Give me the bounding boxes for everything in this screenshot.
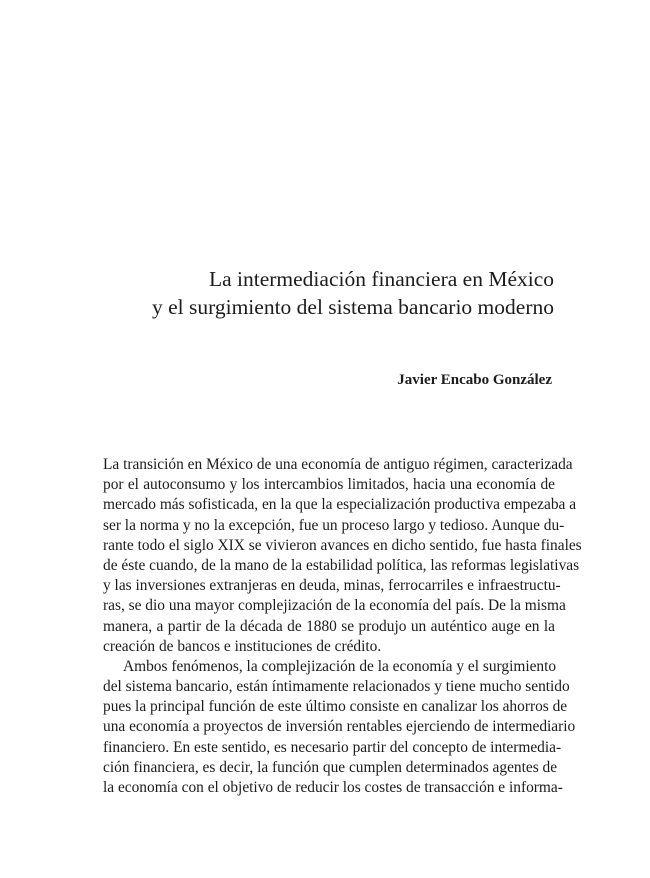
text-line: ser la norma y no la excepción, fue un proceso largo y tedioso. Aunque du- — [103, 516, 565, 534]
text-line: Ambos fenómenos, la complejización de la economía y el surgimiento — [123, 657, 557, 675]
text-line: La transición en México de una economía de antiguo régimen, caracterizada — [103, 456, 573, 473]
chapter-title-line-2: y el surgimiento del sistema bancario moderno — [151, 295, 554, 319]
author-name: Javier Encabo González — [397, 372, 552, 388]
paragraph-1 — [103, 455, 582, 657]
text-line: pues la principal función de este último consiste en canalizar los ahorros de — [103, 698, 568, 716]
text-line: financiero. En este sentido, es necesario partir del concepto de intermedia- — [103, 738, 562, 756]
text-line: rante todo el siglo XIX se vivieron avances en dicho sentido, fue hasta finales — [103, 536, 582, 554]
text-line: y las inversiones extranjeras en deuda, minas, ferrocarriles e infraestructu- — [103, 577, 561, 595]
chapter-title-line-1: La intermediación financiera en México — [208, 267, 554, 291]
text-line: la economía con el objetivo de reducir los costes de transacción e informa- — [103, 779, 563, 796]
text-line: creación de bancos e instituciones de crédito. — [103, 637, 382, 655]
chapter-title — [150, 265, 554, 321]
text-line: del sistema bancario, están íntimamente relacionados y tiene mucho sentido — [103, 678, 570, 696]
text-line: por el autoconsumo y los intercambios limitados, hacia una economía de — [103, 476, 555, 494]
paragraph-2 — [103, 657, 576, 798]
text-line: mercado más sofisticada, en la que la especialización productiva empezaba a — [103, 496, 577, 514]
text-line: manera, a partir de la década de 1880 se produjo un auténtico auge en la — [103, 617, 555, 635]
text-line: de éste cuando, de la mano de la estabilidad política, las reformas legislativas — [103, 556, 580, 574]
text-line: una economía a proyectos de inversión rentables ejerciendo de intermediario — [103, 718, 576, 736]
text-line: ras, se dio una mayor complejización de la economía del país. De la misma — [103, 597, 566, 615]
text-line: ción financiera, es decir, la función que cumplen determinados agentes de — [103, 758, 558, 776]
body-text — [103, 455, 582, 798]
